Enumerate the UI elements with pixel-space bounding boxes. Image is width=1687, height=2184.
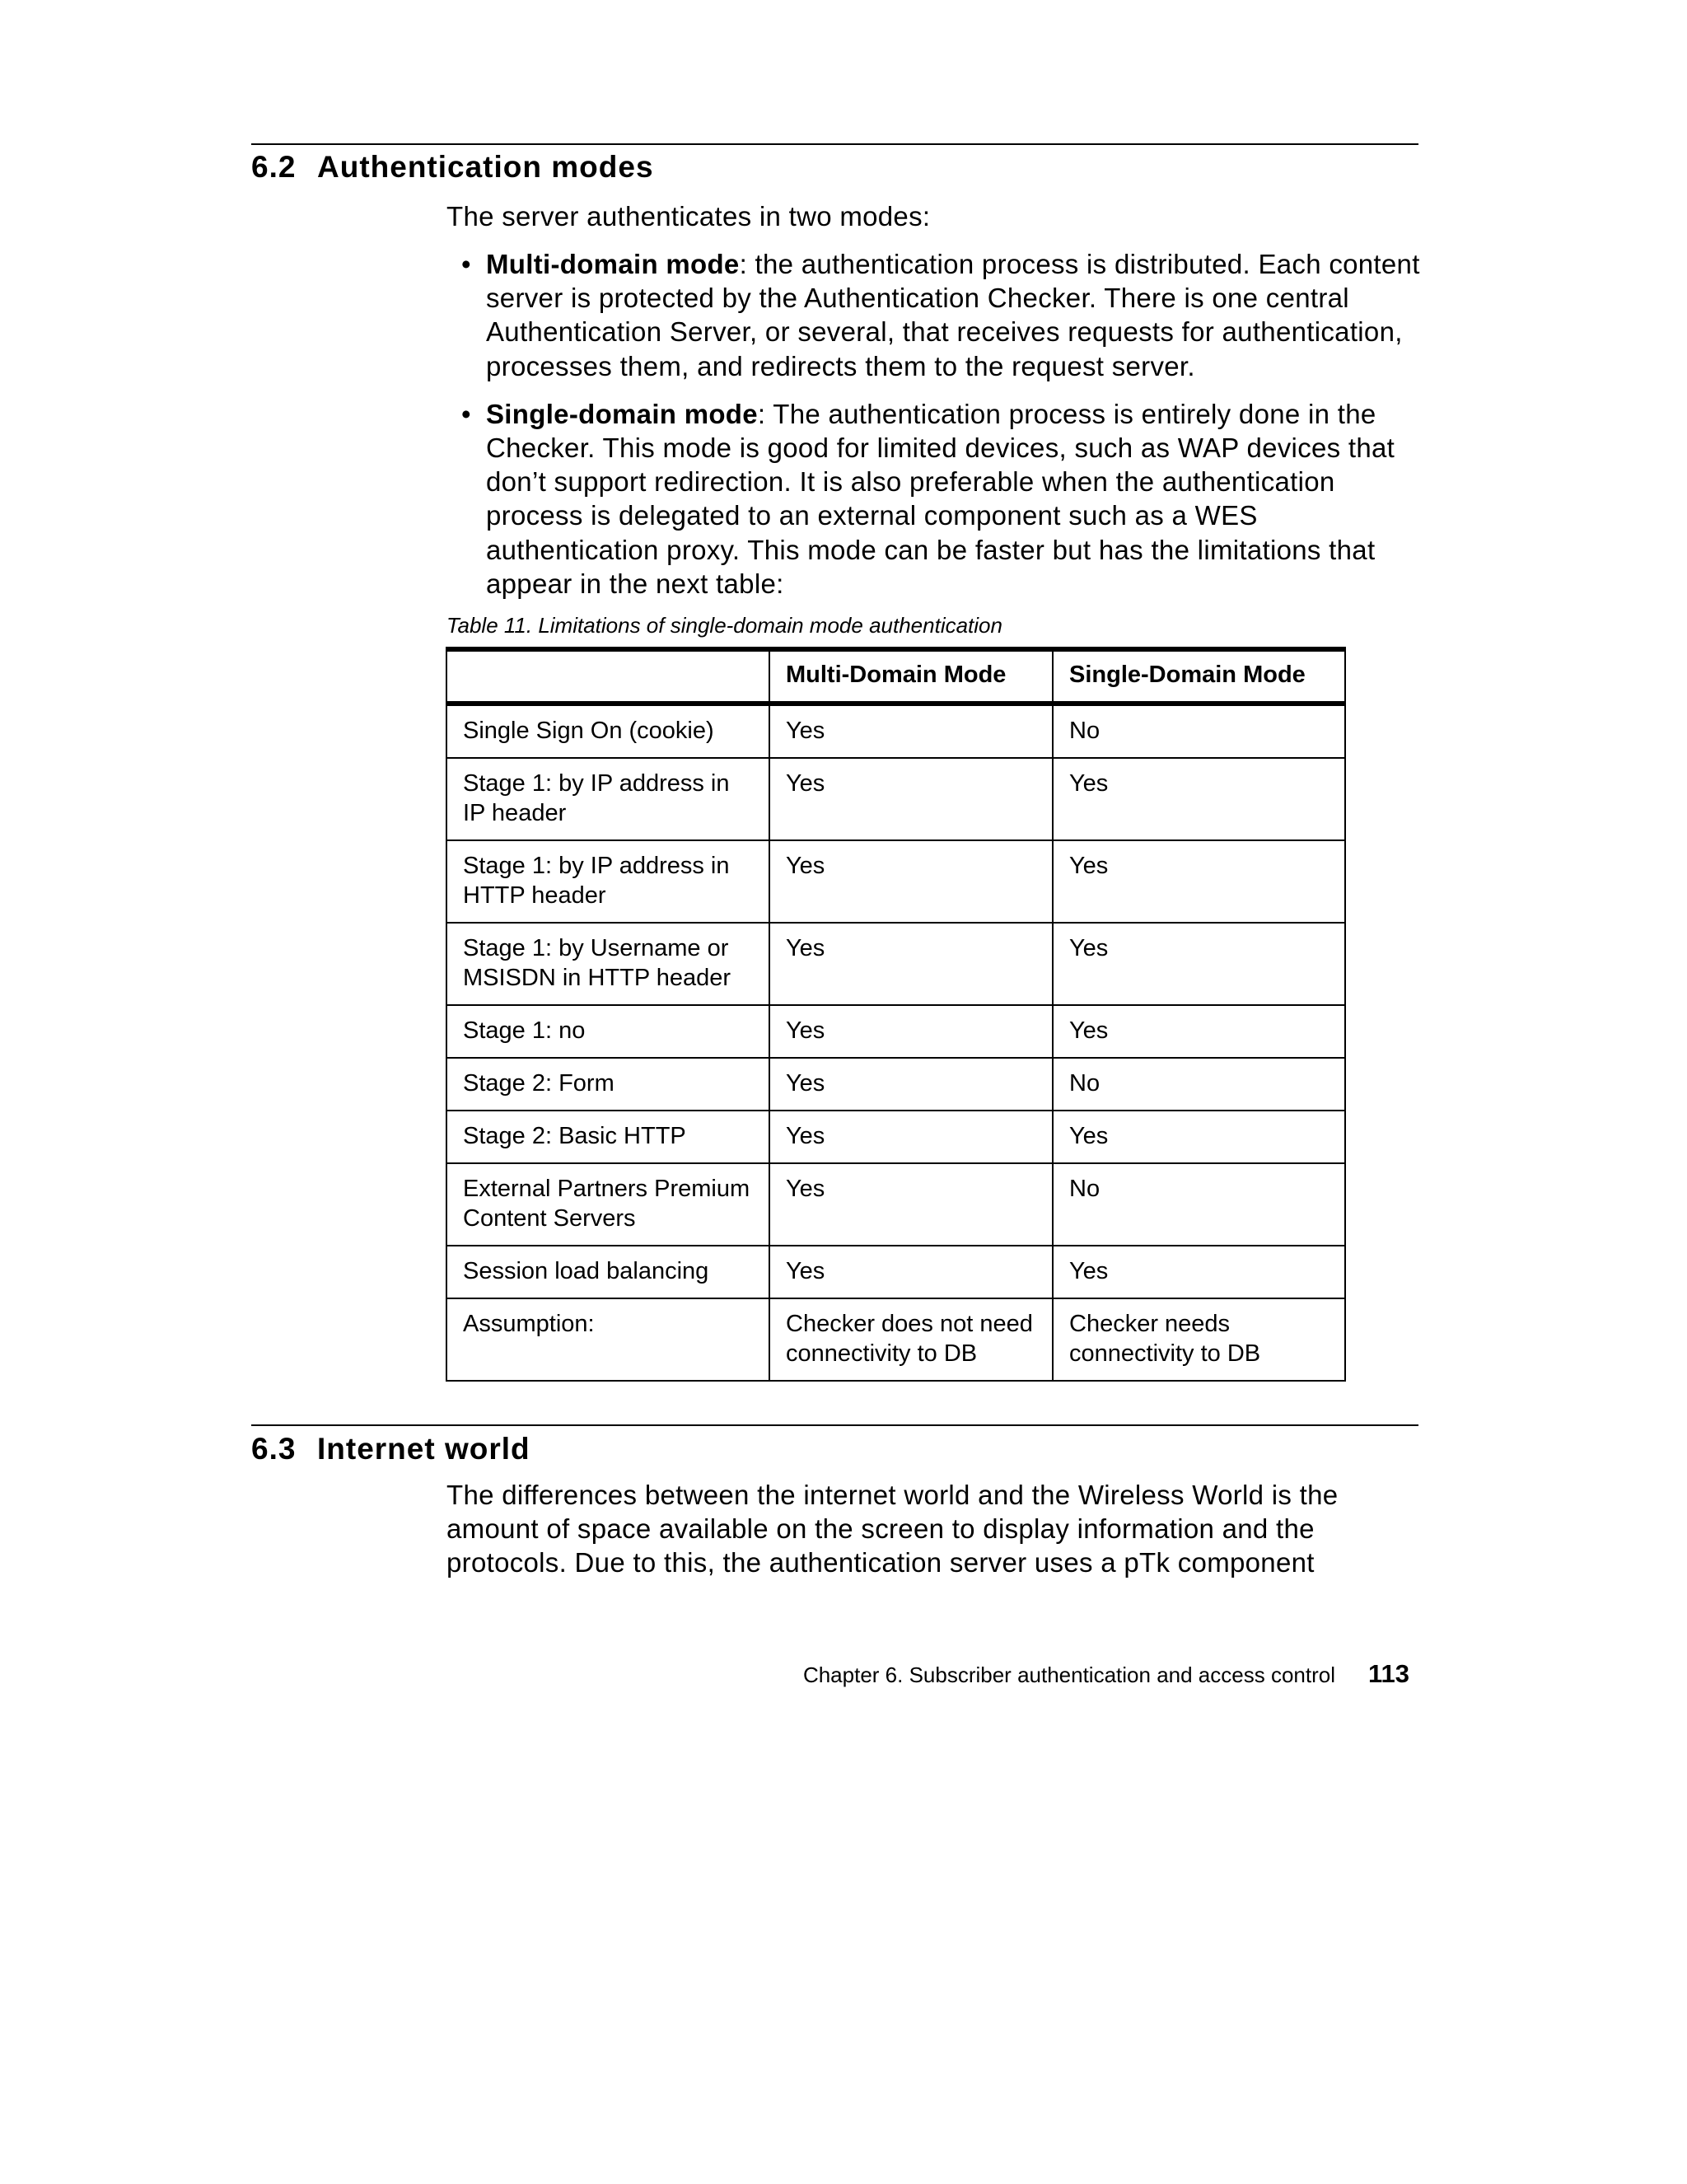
multi-domain-cell: Checker does not need connectivity to DB bbox=[769, 1298, 1053, 1381]
table-header-row bbox=[446, 649, 1345, 704]
multi-domain-cell: Yes bbox=[769, 1111, 1053, 1163]
table-row bbox=[446, 1246, 1345, 1298]
feature-cell: Stage 2: Form bbox=[446, 1058, 769, 1111]
single-domain-cell: No bbox=[1053, 704, 1345, 758]
header-cell bbox=[446, 649, 769, 704]
feature-cell: External Partners Premium Content Servers bbox=[446, 1163, 769, 1246]
section-6-3-heading bbox=[251, 1433, 530, 1464]
section-title: Internet world bbox=[317, 1432, 530, 1466]
feature-cell: Stage 2: Basic HTTP bbox=[446, 1111, 769, 1163]
bullet-icon: • bbox=[461, 249, 471, 279]
list-item bbox=[446, 397, 1427, 601]
term-description: : The authentication process is entirely done in the Checker. This mode is good for limited devices, such as WAP devices that don’t support redirection. It is also preferable when the authentication process is delegated to an external component such as a WES authentication proxy. This mode can be faster but has the limitations that appear in the next table: bbox=[486, 398, 1395, 599]
feature-cell: Session load balancing bbox=[446, 1246, 769, 1298]
table-row bbox=[446, 1298, 1345, 1381]
section-6-2-rule bbox=[251, 143, 1418, 145]
bullet-icon: • bbox=[461, 398, 471, 429]
list-item bbox=[446, 247, 1427, 383]
feature-cell: Single Sign On (cookie) bbox=[446, 704, 769, 758]
chapter-title: Chapter 6. Subscriber authentication and access control bbox=[802, 1663, 1335, 1687]
header-cell: Single-Domain Mode bbox=[1053, 649, 1345, 704]
multi-domain-cell: Yes bbox=[769, 704, 1053, 758]
multi-domain-cell: Yes bbox=[769, 1058, 1053, 1111]
table-caption: Table 11. Limitations of single-domain mode authentication bbox=[446, 613, 1002, 638]
section-6-3-rule bbox=[251, 1424, 1418, 1426]
internet-world-paragraph: The differences between the internet world and the Wireless World is the amount of space available on the screen to display information and the protocols. Due to this, the authentication server uses a pTk component bbox=[446, 1480, 1339, 1578]
table-row bbox=[446, 1058, 1345, 1111]
table-row bbox=[446, 758, 1345, 840]
multi-domain-cell: Yes bbox=[769, 840, 1053, 923]
table-row bbox=[446, 704, 1345, 758]
section-6-2-heading bbox=[251, 152, 654, 182]
mode-list bbox=[446, 247, 1427, 615]
term: Multi-domain mode bbox=[486, 249, 740, 279]
header-cell: Multi-Domain Mode bbox=[769, 649, 1053, 704]
multi-domain-cell: Yes bbox=[769, 1163, 1053, 1246]
table-row bbox=[446, 1111, 1345, 1163]
feature-cell: Stage 1: no bbox=[446, 1005, 769, 1058]
section-number: 6.2 bbox=[251, 150, 297, 184]
table-row bbox=[446, 840, 1345, 923]
single-domain-cell: Yes bbox=[1053, 1005, 1345, 1058]
single-domain-cell: Yes bbox=[1053, 840, 1345, 923]
feature-cell: Assumption: bbox=[446, 1298, 769, 1381]
single-domain-cell: Yes bbox=[1053, 1246, 1345, 1298]
feature-cell: Stage 1: by Username or MSISDN in HTTP header bbox=[446, 923, 769, 1005]
section-title: Authentication modes bbox=[317, 150, 654, 184]
single-domain-cell: No bbox=[1053, 1163, 1345, 1246]
table-row bbox=[446, 1005, 1345, 1058]
single-domain-cell: Checker needs connectivity to DB bbox=[1053, 1298, 1345, 1381]
feature-cell: Stage 1: by IP address in IP header bbox=[446, 758, 769, 840]
page-footer bbox=[803, 1661, 1409, 1686]
table-row bbox=[446, 923, 1345, 1005]
single-domain-cell: No bbox=[1053, 1058, 1345, 1111]
single-domain-cell: Yes bbox=[1053, 923, 1345, 1005]
term-description: : the authentication process is distributed. Each content server is protected by the Authentication Checker. There is one central Authentication Server, or several, that receives requests for authentication, processes them, and redirects them to the request server. bbox=[486, 249, 1420, 381]
multi-domain-cell: Yes bbox=[769, 1246, 1053, 1298]
term: Single-domain mode bbox=[486, 398, 758, 429]
section-number: 6.3 bbox=[251, 1432, 297, 1466]
intro-paragraph: The server authenticates in two modes: bbox=[446, 201, 931, 231]
table-row bbox=[446, 1163, 1345, 1246]
single-domain-cell: Yes bbox=[1053, 1111, 1345, 1163]
single-domain-cell: Yes bbox=[1053, 758, 1345, 840]
page-number: 113 bbox=[1367, 1659, 1409, 1688]
multi-domain-cell: Yes bbox=[769, 758, 1053, 840]
multi-domain-cell: Yes bbox=[769, 1005, 1053, 1058]
multi-domain-cell: Yes bbox=[769, 923, 1053, 1005]
feature-cell: Stage 1: by IP address in HTTP header bbox=[446, 840, 769, 923]
limitations-table bbox=[446, 647, 1346, 1382]
